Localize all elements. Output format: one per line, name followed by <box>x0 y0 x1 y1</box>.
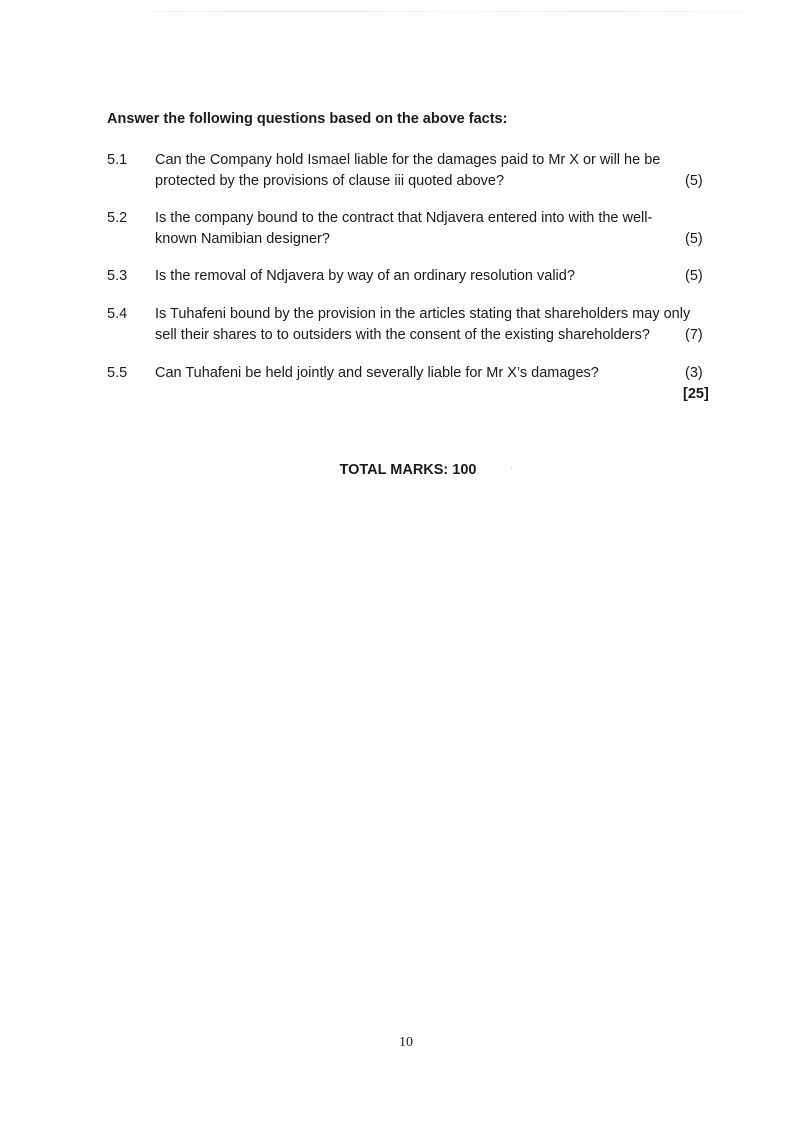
question-marks: (5) <box>685 268 703 284</box>
question-text-line: known Namibian designer? <box>155 231 330 247</box>
question-text <box>155 150 675 192</box>
instructions-heading: Answer the following questions based on the above facts: <box>107 111 508 127</box>
question-text <box>155 208 675 250</box>
question-number: 5.1 <box>107 152 128 168</box>
scan-artifact-dot <box>511 467 512 468</box>
question-text <box>155 266 675 287</box>
question-text-line: Is Tuhafeni bound by the provision in the articles stating that shareholders may only <box>155 306 691 322</box>
question-number: 5.2 <box>107 210 128 226</box>
question-marks: (5) <box>685 173 703 189</box>
question-text <box>155 363 675 384</box>
question-number: 5.5 <box>107 365 128 381</box>
question-text-line: sell their shares to to outsiders with the consent of the existing shareholders? <box>155 327 650 343</box>
page-number: 10 <box>399 1035 413 1050</box>
scan-artifact-line <box>150 11 750 12</box>
question-text-line: Is the company bound to the contract that Ndjavera entered into with the well- <box>155 210 653 226</box>
section-total-marks: [25] <box>683 386 709 402</box>
question-number: 5.4 <box>107 306 128 322</box>
question-text <box>155 304 691 346</box>
question-text-line: Can Tuhafeni be held jointly and severally liable for Mr X’s damages? <box>155 365 599 381</box>
question-number: 5.3 <box>107 268 128 284</box>
total-marks: TOTAL MARKS: 100 <box>339 462 477 478</box>
question-marks: (7) <box>685 327 703 343</box>
question-text-line: Can the Company hold Ismael liable for the damages paid to Mr X or will he be <box>155 152 661 168</box>
question-text-line: protected by the provisions of clause iii quoted above? <box>155 173 505 189</box>
question-text-line: Is the removal of Ndjavera by way of an ordinary resolution valid? <box>155 268 575 284</box>
question-marks: (5) <box>685 231 703 247</box>
question-marks: (3) <box>685 365 703 381</box>
